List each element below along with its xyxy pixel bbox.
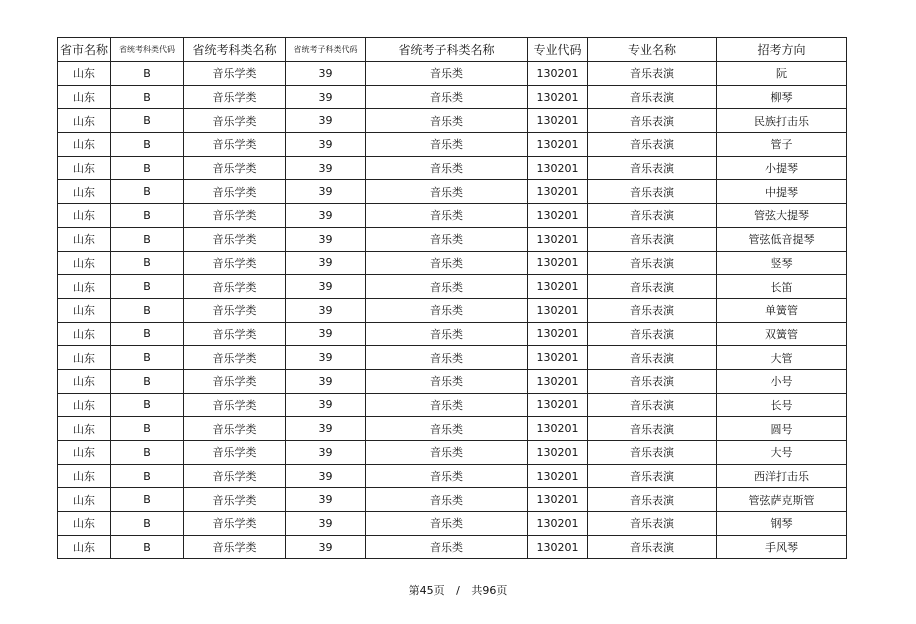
header-direction: 招考方向 <box>717 38 847 62</box>
cell-major-code: 130201 <box>528 535 588 559</box>
cell-subject-code: B <box>111 156 184 180</box>
cell-subject-code: B <box>111 535 184 559</box>
cell-direction: 小号 <box>717 369 847 393</box>
cell-direction: 大号 <box>717 441 847 465</box>
cell-province: 山东 <box>58 322 111 346</box>
cell-direction: 大管 <box>717 346 847 370</box>
cell-province: 山东 <box>58 180 111 204</box>
cell-province: 山东 <box>58 417 111 441</box>
cell-province: 山东 <box>58 251 111 275</box>
cell-province: 山东 <box>58 298 111 322</box>
table-row <box>58 417 847 441</box>
cell-province: 山东 <box>58 109 111 133</box>
table-row <box>58 251 847 275</box>
cell-major-code: 130201 <box>528 133 588 157</box>
cell-major-code: 130201 <box>528 417 588 441</box>
cell-subject-name: 音乐学类 <box>184 322 286 346</box>
header-subject-name: 省统考科类名称 <box>184 38 286 62</box>
cell-major-code: 130201 <box>528 275 588 299</box>
cell-subject-name: 音乐学类 <box>184 488 286 512</box>
cell-subject-name: 音乐学类 <box>184 369 286 393</box>
cell-direction: 圆号 <box>717 417 847 441</box>
cell-major-name: 音乐表演 <box>588 464 717 488</box>
cell-major-code: 130201 <box>528 322 588 346</box>
table-row <box>58 488 847 512</box>
cell-sub-subject-code: 39 <box>286 133 366 157</box>
cell-direction: 管弦大提琴 <box>717 204 847 228</box>
cell-major-name: 音乐表演 <box>588 298 717 322</box>
cell-sub-subject-name: 音乐类 <box>366 62 528 86</box>
cell-direction: 阮 <box>717 62 847 86</box>
cell-sub-subject-name: 音乐类 <box>366 298 528 322</box>
cell-direction: 手风琴 <box>717 535 847 559</box>
cell-sub-subject-code: 39 <box>286 369 366 393</box>
cell-major-name: 音乐表演 <box>588 535 717 559</box>
cell-subject-code: B <box>111 275 184 299</box>
header-major-name: 专业名称 <box>588 38 717 62</box>
cell-major-name: 音乐表演 <box>588 227 717 251</box>
cell-major-code: 130201 <box>528 204 588 228</box>
cell-subject-code: B <box>111 464 184 488</box>
cell-major-code: 130201 <box>528 464 588 488</box>
cell-major-code: 130201 <box>528 251 588 275</box>
cell-subject-code: B <box>111 322 184 346</box>
cell-sub-subject-code: 39 <box>286 156 366 180</box>
cell-major-code: 130201 <box>528 180 588 204</box>
cell-direction: 长笛 <box>717 275 847 299</box>
cell-major-code: 130201 <box>528 441 588 465</box>
table-row <box>58 227 847 251</box>
table-row <box>58 275 847 299</box>
total-pages: 共96页 <box>471 584 508 597</box>
cell-subject-code: B <box>111 251 184 275</box>
cell-sub-subject-code: 39 <box>286 393 366 417</box>
cell-sub-subject-name: 音乐类 <box>366 535 528 559</box>
cell-major-name: 音乐表演 <box>588 346 717 370</box>
cell-major-name: 音乐表演 <box>588 251 717 275</box>
table-row <box>58 535 847 559</box>
cell-subject-name: 音乐学类 <box>184 85 286 109</box>
cell-major-name: 音乐表演 <box>588 180 717 204</box>
cell-province: 山东 <box>58 62 111 86</box>
cell-sub-subject-name: 音乐类 <box>366 322 528 346</box>
cell-subject-name: 音乐学类 <box>184 512 286 536</box>
cell-subject-name: 音乐学类 <box>184 62 286 86</box>
cell-sub-subject-code: 39 <box>286 204 366 228</box>
cell-major-name: 音乐表演 <box>588 156 717 180</box>
cell-province: 山东 <box>58 512 111 536</box>
cell-province: 山东 <box>58 441 111 465</box>
cell-direction: 管弦萨克斯管 <box>717 488 847 512</box>
table-row <box>58 322 847 346</box>
table-row <box>58 441 847 465</box>
table-row <box>58 464 847 488</box>
cell-subject-code: B <box>111 109 184 133</box>
cell-sub-subject-name: 音乐类 <box>366 417 528 441</box>
cell-province: 山东 <box>58 488 111 512</box>
cell-subject-name: 音乐学类 <box>184 535 286 559</box>
cell-province: 山东 <box>58 133 111 157</box>
cell-subject-code: B <box>111 298 184 322</box>
cell-sub-subject-code: 39 <box>286 441 366 465</box>
table-row <box>58 204 847 228</box>
cell-sub-subject-code: 39 <box>286 417 366 441</box>
table-row <box>58 156 847 180</box>
cell-direction: 管弦低音提琴 <box>717 227 847 251</box>
cell-direction: 西洋打击乐 <box>717 464 847 488</box>
cell-direction: 中提琴 <box>717 180 847 204</box>
cell-subject-code: B <box>111 512 184 536</box>
cell-sub-subject-name: 音乐类 <box>366 488 528 512</box>
cell-direction: 小提琴 <box>717 156 847 180</box>
cell-subject-name: 音乐学类 <box>184 393 286 417</box>
cell-sub-subject-name: 音乐类 <box>366 156 528 180</box>
cell-subject-name: 音乐学类 <box>184 156 286 180</box>
cell-subject-code: B <box>111 417 184 441</box>
cell-major-name: 音乐表演 <box>588 512 717 536</box>
header-major-code: 专业代码 <box>528 38 588 62</box>
table-row <box>58 369 847 393</box>
cell-subject-code: B <box>111 180 184 204</box>
table-row <box>58 85 847 109</box>
cell-subject-name: 音乐学类 <box>184 464 286 488</box>
cell-subject-code: B <box>111 227 184 251</box>
cell-province: 山东 <box>58 464 111 488</box>
cell-sub-subject-code: 39 <box>286 464 366 488</box>
header-sub-subject-name: 省统考子科类名称 <box>366 38 528 62</box>
cell-major-code: 130201 <box>528 488 588 512</box>
cell-subject-code: B <box>111 85 184 109</box>
cell-direction: 双簧管 <box>717 322 847 346</box>
cell-sub-subject-code: 39 <box>286 180 366 204</box>
cell-major-code: 130201 <box>528 512 588 536</box>
table-row <box>58 346 847 370</box>
cell-major-name: 音乐表演 <box>588 85 717 109</box>
cell-subject-name: 音乐学类 <box>184 417 286 441</box>
cell-sub-subject-name: 音乐类 <box>366 133 528 157</box>
cell-subject-code: B <box>111 441 184 465</box>
cell-subject-name: 音乐学类 <box>184 227 286 251</box>
cell-province: 山东 <box>58 535 111 559</box>
cell-province: 山东 <box>58 204 111 228</box>
cell-subject-code: B <box>111 346 184 370</box>
cell-province: 山东 <box>58 156 111 180</box>
cell-major-name: 音乐表演 <box>588 133 717 157</box>
cell-subject-name: 音乐学类 <box>184 109 286 133</box>
cell-sub-subject-name: 音乐类 <box>366 85 528 109</box>
table-row <box>58 298 847 322</box>
cell-sub-subject-code: 39 <box>286 488 366 512</box>
cell-sub-subject-code: 39 <box>286 85 366 109</box>
cell-province: 山东 <box>58 393 111 417</box>
page-separator: / <box>456 584 460 597</box>
header-row <box>58 38 847 62</box>
cell-sub-subject-name: 音乐类 <box>366 346 528 370</box>
cell-sub-subject-code: 39 <box>286 227 366 251</box>
table-row <box>58 62 847 86</box>
cell-sub-subject-code: 39 <box>286 322 366 346</box>
cell-sub-subject-name: 音乐类 <box>366 369 528 393</box>
table-row <box>58 180 847 204</box>
cell-province: 山东 <box>58 85 111 109</box>
cell-major-name: 音乐表演 <box>588 369 717 393</box>
cell-sub-subject-name: 音乐类 <box>366 441 528 465</box>
cell-major-code: 130201 <box>528 62 588 86</box>
cell-province: 山东 <box>58 369 111 393</box>
cell-direction: 单簧管 <box>717 298 847 322</box>
cell-province: 山东 <box>58 275 111 299</box>
cell-sub-subject-code: 39 <box>286 346 366 370</box>
table-row <box>58 512 847 536</box>
cell-province: 山东 <box>58 346 111 370</box>
cell-major-name: 音乐表演 <box>588 393 717 417</box>
cell-sub-subject-code: 39 <box>286 62 366 86</box>
cell-subject-name: 音乐学类 <box>184 251 286 275</box>
cell-subject-code: B <box>111 133 184 157</box>
cell-sub-subject-name: 音乐类 <box>366 512 528 536</box>
cell-sub-subject-name: 音乐类 <box>366 204 528 228</box>
cell-major-name: 音乐表演 <box>588 204 717 228</box>
cell-direction: 柳琴 <box>717 85 847 109</box>
cell-subject-name: 音乐学类 <box>184 441 286 465</box>
cell-major-code: 130201 <box>528 393 588 417</box>
cell-major-name: 音乐表演 <box>588 62 717 86</box>
cell-subject-code: B <box>111 369 184 393</box>
cell-sub-subject-name: 音乐类 <box>366 180 528 204</box>
cell-direction: 民族打击乐 <box>717 109 847 133</box>
cell-sub-subject-code: 39 <box>286 109 366 133</box>
cell-major-name: 音乐表演 <box>588 417 717 441</box>
admissions-table <box>57 37 847 559</box>
cell-sub-subject-name: 音乐类 <box>366 251 528 275</box>
table-row <box>58 393 847 417</box>
cell-major-name: 音乐表演 <box>588 275 717 299</box>
cell-major-code: 130201 <box>528 156 588 180</box>
cell-sub-subject-name: 音乐类 <box>366 393 528 417</box>
cell-sub-subject-name: 音乐类 <box>366 275 528 299</box>
cell-major-code: 130201 <box>528 369 588 393</box>
cell-sub-subject-code: 39 <box>286 298 366 322</box>
cell-sub-subject-code: 39 <box>286 512 366 536</box>
cell-subject-name: 音乐学类 <box>184 204 286 228</box>
cell-direction: 长号 <box>717 393 847 417</box>
cell-major-name: 音乐表演 <box>588 488 717 512</box>
cell-sub-subject-code: 39 <box>286 535 366 559</box>
cell-direction: 钢琴 <box>717 512 847 536</box>
cell-sub-subject-code: 39 <box>286 251 366 275</box>
cell-sub-subject-name: 音乐类 <box>366 109 528 133</box>
cell-major-name: 音乐表演 <box>588 109 717 133</box>
cell-sub-subject-name: 音乐类 <box>366 464 528 488</box>
cell-major-code: 130201 <box>528 227 588 251</box>
cell-subject-code: B <box>111 62 184 86</box>
cell-major-name: 音乐表演 <box>588 441 717 465</box>
cell-subject-code: B <box>111 488 184 512</box>
table-body <box>58 62 847 559</box>
cell-province: 山东 <box>58 227 111 251</box>
cell-subject-name: 音乐学类 <box>184 346 286 370</box>
page-footer <box>0 582 916 598</box>
cell-direction: 管子 <box>717 133 847 157</box>
cell-subject-code: B <box>111 393 184 417</box>
header-subject-code: 省统考科类代码 <box>111 38 184 62</box>
cell-major-code: 130201 <box>528 109 588 133</box>
cell-major-name: 音乐表演 <box>588 322 717 346</box>
current-page: 第45页 <box>408 584 445 597</box>
header-province: 省市名称 <box>58 38 111 62</box>
cell-subject-name: 音乐学类 <box>184 298 286 322</box>
cell-subject-name: 音乐学类 <box>184 133 286 157</box>
cell-sub-subject-code: 39 <box>286 275 366 299</box>
table-row <box>58 133 847 157</box>
cell-subject-name: 音乐学类 <box>184 275 286 299</box>
cell-sub-subject-name: 音乐类 <box>366 227 528 251</box>
cell-direction: 竖琴 <box>717 251 847 275</box>
header-sub-subject-code: 省统考子科类代码 <box>286 38 366 62</box>
cell-subject-name: 音乐学类 <box>184 180 286 204</box>
cell-subject-code: B <box>111 204 184 228</box>
cell-major-code: 130201 <box>528 85 588 109</box>
table-row <box>58 109 847 133</box>
cell-major-code: 130201 <box>528 298 588 322</box>
cell-major-code: 130201 <box>528 346 588 370</box>
